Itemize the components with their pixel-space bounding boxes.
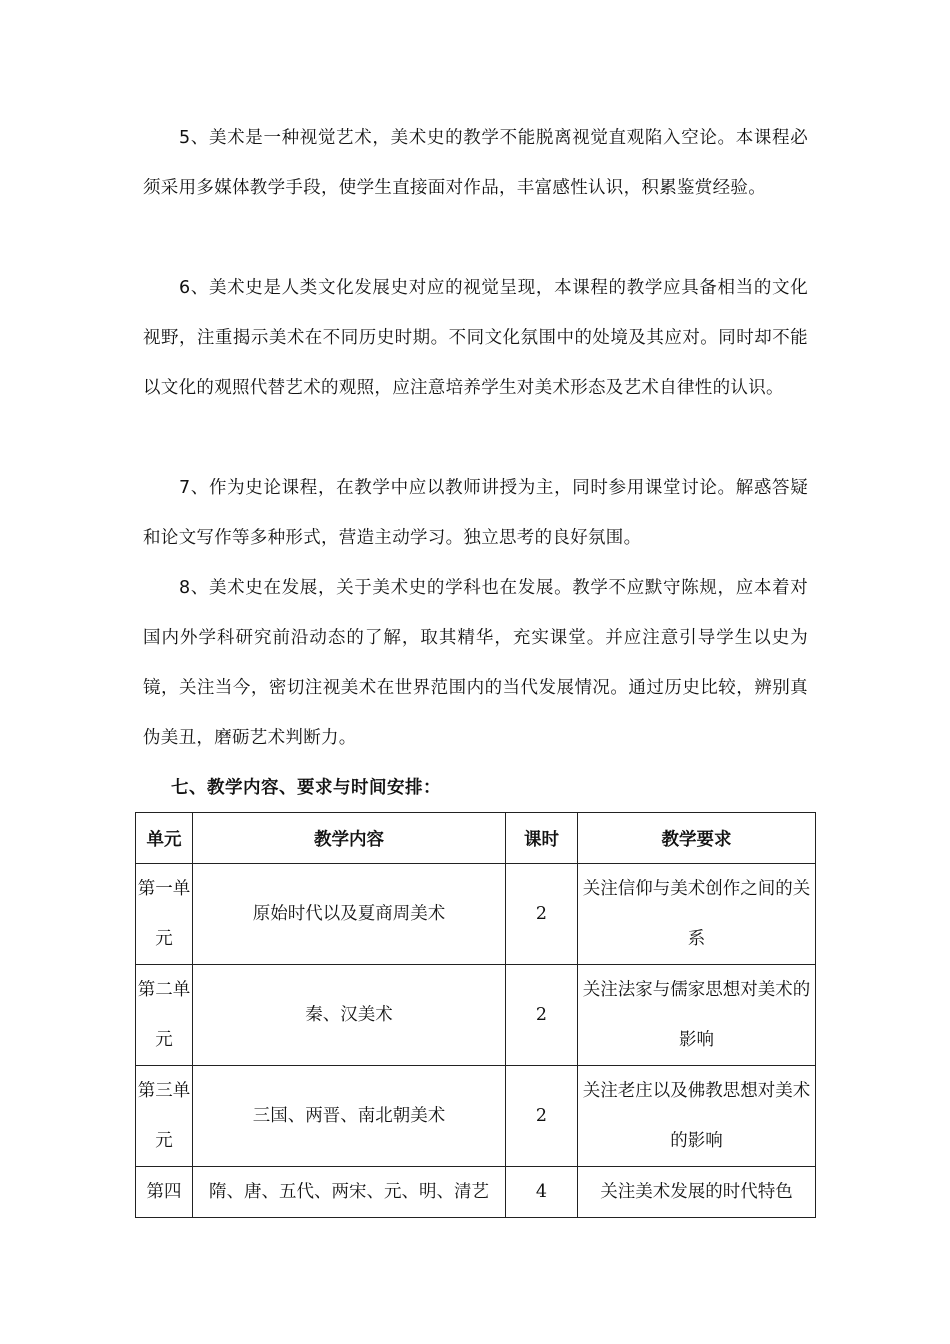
paragraph-6: 6、美术史是人类文化发展史对应的视觉呈现，本课程的教学应具备相当的文化视野，注重揭示美术在不同历史时期。不同文化氛围中的处境及其应对。同时却不能以文化的观照代替艺术的观照，应注意培养学生对美术形态及艺术自律性的认识。 <box>143 278 808 398</box>
table-row <box>136 1167 816 1218</box>
requirements-cell: 关注美术发展的时代特色 <box>578 1167 816 1218</box>
table-header-row <box>136 813 816 864</box>
requirements-cell: 关注法家与儒家思想对美术的影响 <box>578 965 816 1066</box>
unit-cell: 第一单元 <box>136 864 193 965</box>
content-cell: 隋、唐、五代、两宋、元、明、清艺 <box>193 1167 506 1218</box>
hours-cell: 4 <box>506 1167 578 1218</box>
header-unit: 单元 <box>136 813 193 864</box>
hours-cell: 2 <box>506 864 578 965</box>
unit-cell: 第三单元 <box>136 1066 193 1167</box>
header-content: 教学内容 <box>193 813 506 864</box>
unit-cell: 第四 <box>136 1167 193 1218</box>
content-cell: 原始时代以及夏商周美术 <box>193 864 506 965</box>
hours-cell: 2 <box>506 965 578 1066</box>
paragraph-8: 8、美术史在发展，关于美术史的学科也在发展。教学不应默守陈规，应本着对国内外学科研究前沿动态的了解，取其精华，充实课堂。并应注意引导学生以史为镜，关注当今，密切注视美术在世界范围内的当代发展情况。通过历史比较，辨别真伪美丑，磨砺艺术判断力。 <box>143 578 808 748</box>
content-cell: 三国、两晋、南北朝美术 <box>193 1066 506 1167</box>
table-row <box>136 1066 816 1167</box>
requirements-cell: 关注老庄以及佛教思想对美术的影响 <box>578 1066 816 1167</box>
section-heading: 七、教学内容、要求与时间安排： <box>171 778 441 798</box>
header-requirements: 教学要求 <box>578 813 816 864</box>
table-row <box>136 965 816 1066</box>
requirements-cell: 关注信仰与美术创作之间的关系 <box>578 864 816 965</box>
unit-cell: 第二单元 <box>136 965 193 1066</box>
hours-cell: 2 <box>506 1066 578 1167</box>
teaching-schedule-table <box>135 812 816 1218</box>
header-hours: 课时 <box>506 813 578 864</box>
paragraph-5: 5、美术是一种视觉艺术，美术史的教学不能脱离视觉直观陷入空论。本课程必须采用多媒体教学手段，使学生直接面对作品，丰富感性认识，积累鉴赏经验。 <box>143 128 808 198</box>
content-cell: 秦、汉美术 <box>193 965 506 1066</box>
paragraph-7: 7、作为史论课程，在教学中应以教师讲授为主，同时参用课堂讨论。解惑答疑和论文写作等多种形式，营造主动学习。独立思考的良好氛围。 <box>143 478 808 548</box>
table-row <box>136 864 816 965</box>
